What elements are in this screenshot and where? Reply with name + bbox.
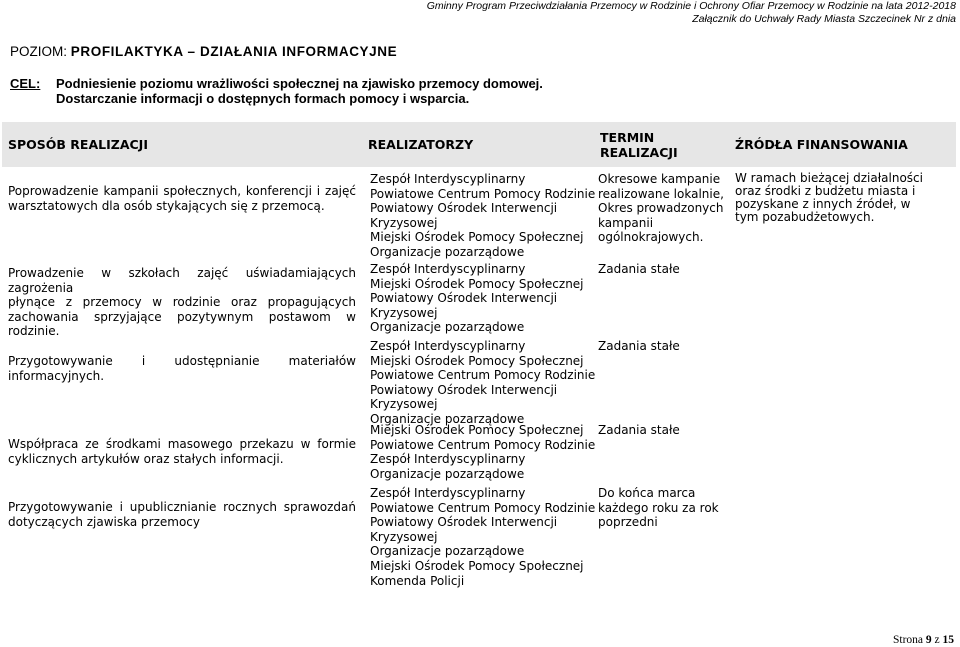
document-header <box>427 0 956 26</box>
realizatorzy-cell-line: Miejski Ośrodek Pomocy Społecznej <box>370 276 584 291</box>
realizatorzy-cell-line: Zespół Interdyscyplinarny <box>370 452 526 467</box>
realizatorzy-cell-line: Powiatowy Ośrodek Interwencji <box>370 515 558 530</box>
goal-line-2: Dostarczanie informacji o dostępnych formach pomocy i wsparcia. <box>56 91 470 106</box>
sposob-cell-line: Przygotowywanie i udostępnianie materiałów informacyjnych. <box>8 354 356 383</box>
sposob-cell-line: Współpraca ze środkami masowego przekazu w formie <box>8 437 356 451</box>
termin-cell-line: Zadania stałe <box>598 423 680 437</box>
realizatorzy-cell-line: Kryzysowej <box>370 397 438 412</box>
realizatorzy-cell-line: Powiatowe Centrum Pomocy Rodzinie <box>370 500 596 515</box>
realizatorzy-cell <box>370 423 596 481</box>
realizatorzy-cell <box>370 172 596 260</box>
termin-cell-line: Okresowe kampanie <box>598 172 721 186</box>
sposob-cell-line: warsztatowych dla osób stykających się z przemocą. <box>8 198 325 213</box>
page-number: 9 <box>925 634 932 646</box>
termin-cell <box>598 486 723 530</box>
attachment-note: Załącznik do Uchwały Rady Miasta Szczecinek Nr z dnia <box>692 13 956 25</box>
realizatorzy-cell-line: Kryzysowej <box>370 529 438 544</box>
termin-cell-line: realizowane lokalnie, <box>598 186 724 201</box>
sposob-cell-line: Poprowadzenie kampanii społecznych, konferencji i zajęć <box>8 184 356 198</box>
realizatorzy-cell-line: Zespół Interdyscyplinarny <box>370 339 526 353</box>
zrodla-cell-line: W ramach bieżącej działalności <box>735 171 923 185</box>
realizatorzy-cell-line: Kryzysowej <box>370 305 438 320</box>
header-sposob: SPOSÓB REALIZACJI <box>8 137 148 152</box>
realizatorzy-cell-line: Powiatowe Centrum Pomocy Rodzinie <box>370 186 596 201</box>
realizatorzy-cell-line: Miejski Ośrodek Pomocy Społecznej <box>370 558 584 573</box>
goal-text <box>56 76 656 106</box>
level-heading <box>10 44 397 59</box>
realizatorzy-cell-line: Powiatowe Centrum Pomocy Rodzinie <box>370 437 596 452</box>
sposob-cell-line: płynące z przemocy w rodzinie oraz propagujących <box>8 295 356 310</box>
realizatorzy-cell-line: Miejski Ośrodek Pomocy Społecznej <box>370 353 584 368</box>
level-label: POZIOM: <box>10 44 67 59</box>
termin-cell <box>598 262 723 277</box>
realizatorzy-cell-line: Miejski Ośrodek Pomocy Społecznej <box>370 230 584 245</box>
program-title: Gminny Program Przeciwdziałania Przemocy w Rodzinie i Ochrony Ofiar Przemocy w Rodzinie na lata 2012-2018 <box>426 0 956 12</box>
realizatorzy-cell-line: Kryzysowej <box>370 215 438 230</box>
realizatorzy-cell-line: Zespół Interdyscyplinarny <box>370 172 526 186</box>
sposob-cell-line: cyklicznych artykułów oraz stałych informacji. <box>8 451 284 466</box>
realizatorzy-cell <box>370 262 585 335</box>
sposob-cell-line: dotyczących zjawiska przemocy <box>8 514 200 529</box>
header-termin-line-2: REALIZACJI <box>600 144 678 160</box>
sposob-cell <box>8 500 356 529</box>
realizatorzy-cell-line: Powiatowy Ośrodek Interwencji <box>370 382 558 397</box>
realizatorzy-cell-line: Powiatowy Ośrodek Interwencji <box>370 291 558 306</box>
realizatorzy-cell-line: Zespół Interdyscyplinarny <box>370 486 526 500</box>
sposob-cell-line: Przygotowywanie i upublicznianie rocznych sprawozdań <box>8 500 356 514</box>
termin-cell <box>598 423 723 438</box>
realizatorzy-cell-line: Organizacje pozarządowe <box>370 466 525 481</box>
page-label: Strona <box>892 634 924 646</box>
realizatorzy-cell-line: Organizacje pozarządowe <box>370 411 525 426</box>
termin-cell-line: kampanii <box>598 215 654 230</box>
termin-cell-line: poprzedni <box>598 515 658 530</box>
zrodla-cell <box>735 171 923 224</box>
realizatorzy-cell <box>370 339 596 427</box>
sposob-cell-line: zachowania sprzyjające pozytywnym postawom w rodzinie. <box>8 309 356 339</box>
page-of-label: z <box>934 634 940 646</box>
sposob-cell <box>8 184 356 213</box>
header-realizatorzy: REALIZATORZY <box>368 137 474 152</box>
level-value: PROFILAKTYKA – DZIAŁANIA INFORMACYJNE <box>70 44 398 59</box>
goal-label: CEL: <box>10 76 41 91</box>
termin-cell <box>598 172 723 245</box>
table-header <box>2 122 956 167</box>
termin-cell-line: każdego roku za rok <box>598 500 719 515</box>
sposob-cell <box>8 354 356 383</box>
realizatorzy-cell-line: Organizacje pozarządowe <box>370 544 525 559</box>
sposob-cell <box>8 437 356 466</box>
page-total: 15 <box>942 634 954 646</box>
header-termin-line-1: TERMIN <box>600 129 655 145</box>
header-zrodla: ŹRÓDŁA FINANSOWANIA <box>735 137 908 152</box>
realizatorzy-cell-line: Powiatowe Centrum Pomocy Rodzinie <box>370 368 596 383</box>
realizatorzy-cell-line: Powiatowy Ośrodek Interwencji <box>370 201 558 216</box>
realizatorzy-cell-line: Komenda Policji <box>370 573 465 588</box>
termin-cell <box>598 339 723 354</box>
termin-cell-line: Zadania stałe <box>598 262 680 276</box>
realizatorzy-cell-line: Zespół Interdyscyplinarny <box>370 262 526 276</box>
sposob-cell-line: Prowadzenie w szkołach zajęć uświadamiających zagrożenia <box>8 266 356 295</box>
zrodla-cell-line: oraz środki z budżetu miasta i <box>735 184 916 198</box>
sposob-cell <box>8 266 356 339</box>
termin-cell-line: ogólnokrajowych. <box>598 230 704 245</box>
termin-cell-line: Okres prowadzonych <box>598 201 724 216</box>
zrodla-cell-line: pozyskane z innych źródeł, w <box>735 197 911 211</box>
goal-line-1: Podniesienie poziomu wrażliwości społecznej na zjawisko przemocy domowej. <box>56 76 543 91</box>
realizatorzy-cell-line: Miejski Ośrodek Pomocy Społecznej <box>370 423 584 437</box>
termin-cell-line: Do końca marca <box>598 486 696 500</box>
zrodla-cell-line: tym pozabudżetowych. <box>735 210 875 224</box>
header-termin <box>600 122 720 167</box>
page-footer <box>893 634 954 646</box>
realizatorzy-cell-line: Organizacje pozarządowe <box>370 244 525 259</box>
realizatorzy-cell <box>370 486 596 588</box>
termin-cell-line: Zadania stałe <box>598 339 680 353</box>
realizatorzy-cell-line: Organizacje pozarządowe <box>370 320 525 335</box>
